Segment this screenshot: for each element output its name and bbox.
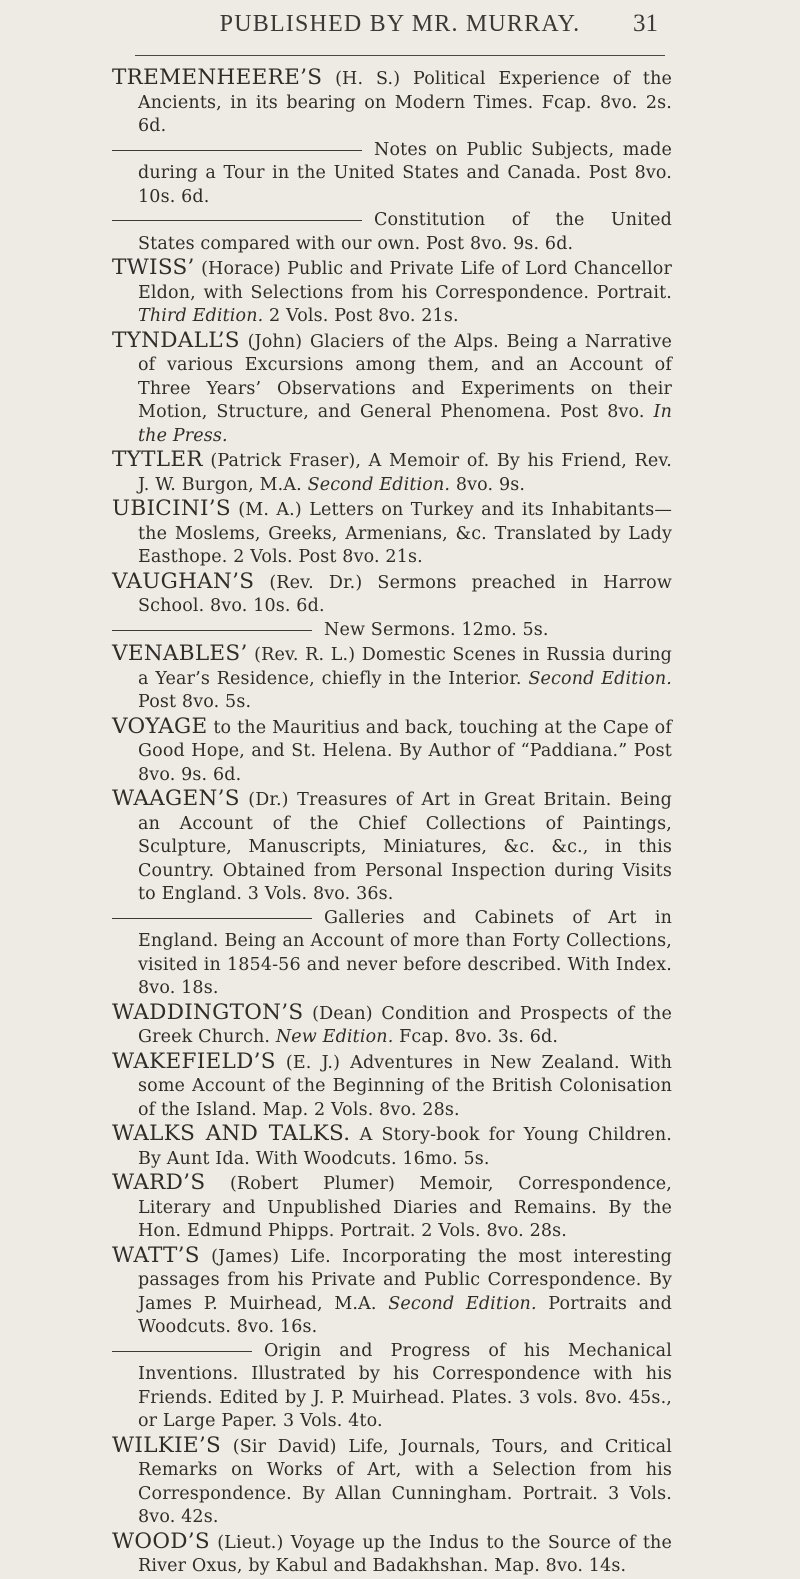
ditto-dash: [112, 150, 362, 151]
entry-author: TREMENHEERE’S: [112, 65, 323, 90]
entry-text-tail: Post 8vo. 5s.: [138, 692, 252, 712]
catalogue-entry: [112, 1171, 672, 1244]
entry-text: (John) Glaciers of the Alps. Being a Narrative of various Excursions among them, and an Account of Three Years’ Observations and Experiments on their Motion, Structure, and General Phenomena. Post 8vo.: [138, 331, 672, 422]
catalogue-entry: [112, 715, 672, 788]
entry-author: TYNDALL’S: [112, 327, 240, 353]
entry-author: TYTLER: [112, 447, 203, 472]
catalogue-entry: [112, 329, 672, 449]
catalogue-entry: [112, 139, 672, 210]
catalogue-entry: [112, 1434, 672, 1530]
catalogue-entry: [112, 256, 672, 329]
entry-author: WALKS AND TALKS.: [112, 1121, 351, 1146]
ditto-dash: [112, 220, 362, 221]
catalogue-entry: [112, 787, 672, 907]
entry-author: VENABLES’: [112, 641, 248, 666]
entry-text: (Rev. Dr.) Sermons preached in Harrow School. 8vo. 10s. 6d.: [138, 572, 672, 616]
entry-author: VOYAGE: [112, 713, 208, 739]
entry-text-tail: 8vo. 9s.: [450, 474, 526, 495]
entry-text: (Sir David) Life, Journals, Tours, and Critical Remarks on Works of Art, with a Selection from his Correspondence. By Allan Cunningham. Portrait. 3 Vols. 8vo. 42s.: [138, 1436, 672, 1527]
catalogue-entry: [112, 1340, 672, 1434]
entry-text: Notes on Public Subjects, made during a Tour in the United States and Canada. Post 8vo. 10s. 6d.: [138, 139, 672, 207]
entry-text: Constitution of the United States compared with our own. Post 8vo. 9s. 6d.: [138, 210, 672, 254]
entry-edition: Third Edition.: [138, 306, 264, 326]
catalogue-entry: [112, 1530, 672, 1579]
entry-text: (E. J.) Adventures in New Zealand. With some Account of the Beginning of the British Colonisation of the Island. Map. 2 Vols. 8vo. 28s.: [138, 1052, 672, 1120]
entry-author: UBICINI’S: [112, 496, 231, 521]
entry-author: WILKIE’S: [112, 1432, 222, 1458]
entry-text: (H. S.) Political Experience of the Ancients, in its bearing on Modern Times. Fcap. 8vo. 2s. 6d.: [138, 69, 672, 136]
entry-text: (Dr.) Treasures of Art in Great Britain. Being an Account of the Chief Collections of Paintings, Sculpture, Manuscripts, Miniatures, &c. &c., in this Country. Obtained from Personal Inspection during Visits to England. 3 Vols. 8vo. 36s.: [138, 790, 672, 904]
header-title: PUBLISHED BY MR. MURRAY.: [219, 11, 581, 37]
entry-text: (Lieut.) Voyage up the Indus to the Source of the River Oxus, by Kabul and Badakhshan. Map. 8vo. 14s.: [138, 1532, 672, 1576]
entry-text-tail: Fcap. 8vo. 3s. 6d.: [393, 1027, 559, 1047]
catalogue-entry: [112, 209, 672, 256]
catalogue-entry: [112, 448, 672, 497]
catalogue-entry: [112, 619, 672, 643]
catalogue-entry: [112, 1001, 672, 1050]
catalogue-entry: [112, 497, 672, 570]
entry-author: WARD’S: [112, 1170, 206, 1195]
ditto-dash: [112, 1351, 252, 1352]
entry-edition: Second Edition.: [307, 474, 451, 495]
catalogue-entry: [112, 570, 672, 619]
running-header: [0, 4, 800, 44]
entry-author: WAKEFIELD’S: [112, 1048, 276, 1074]
entry-text: (Dean) Condition and Prospects of the Greek Church.: [138, 1003, 672, 1047]
entry-author: WOOD’S: [112, 1528, 210, 1554]
header-rule: [135, 55, 665, 56]
catalogue-entry: [112, 66, 672, 139]
page-number: 31: [633, 10, 658, 37]
entry-author: VAUGHAN’S: [112, 568, 255, 594]
ditto-dash: [112, 630, 312, 631]
entry-edition: Second Edition.: [528, 668, 672, 689]
entry-edition: In the Press.: [138, 402, 672, 446]
entry-text: Galleries and Cabinets of Art in England. Being an Account of more than Forty Collections, visited in 1854-56 and never before described. With Index. 8vo. 18s.: [138, 907, 672, 998]
entry-text: New Sermons. 12mo. 5s.: [324, 619, 549, 640]
catalogue-entry: [112, 1244, 672, 1340]
entry-text-tail: Portraits and Woodcuts. 8vo. 16s.: [138, 1293, 673, 1337]
entry-text: (James) Life. Incorporating the most interesting passages from his Private and Public Correspondence. By James P. Muirhead, M.A.: [138, 1246, 672, 1314]
catalogue-entry: [112, 642, 672, 715]
entry-text: (M. A.) Letters on Turkey and its Inhabitants—the Moslems, Greeks, Armenians, &c. Translated by Lady Easthope. 2 Vols. Post 8vo. 21s.: [138, 500, 672, 567]
entry-text: (Horace) Public and Private Life of Lord Chancellor Eldon, with Selections from his Correspondence. Portrait.: [138, 259, 672, 303]
catalogue-entry: [112, 1050, 672, 1123]
catalogue-entry: [112, 1122, 672, 1171]
entry-text: to the Mauritius and back, touching at the Cape of Good Hope, and St. Helena. By Author of “Paddiana.” Post 8vo. 9s. 6d.: [138, 717, 672, 785]
entry-text: (Patrick Fraser), A Memoir of. By his Friend, Rev. J. W. Burgon, M.A.: [138, 451, 672, 495]
entry-edition: Second Edition.: [388, 1293, 537, 1314]
entry-edition: New Edition.: [275, 1027, 394, 1047]
catalogue-entry: [112, 907, 672, 1001]
catalogue-entries: [112, 66, 672, 1579]
entry-text-tail: 2 Vols. Post 8vo. 21s.: [263, 306, 459, 326]
entry-text: A Story-book for Young Children. By Aunt Ida. With Woodcuts. 16mo. 5s.: [138, 1125, 672, 1169]
entry-text: (Robert Plumer) Memoir, Correspondence, Literary and Unpublished Diaries and Remains. By the Hon. Edmund Phipps. Portrait. 2 Vols. 8vo. 28s.: [138, 1174, 672, 1241]
entry-text: (Rev. R. L.) Domestic Scenes in Russia during a Year’s Residence, chiefly in the Interior.: [138, 645, 672, 689]
ditto-dash: [112, 918, 312, 919]
entry-author: TWISS’: [112, 255, 195, 280]
entry-text: Origin and Progress of his Mechanical Inventions. Illustrated by his Correspondence with his Friends. Edited by J. P. Muirhead. Plates. 3 vols. 8vo. 45s., or Large Paper. 3 Vols. 4to.: [138, 1340, 672, 1431]
entry-author: WAAGEN’S: [112, 786, 240, 811]
entry-author: WATT’S: [112, 1242, 200, 1268]
entry-author: WADDINGTON’S: [112, 999, 304, 1025]
